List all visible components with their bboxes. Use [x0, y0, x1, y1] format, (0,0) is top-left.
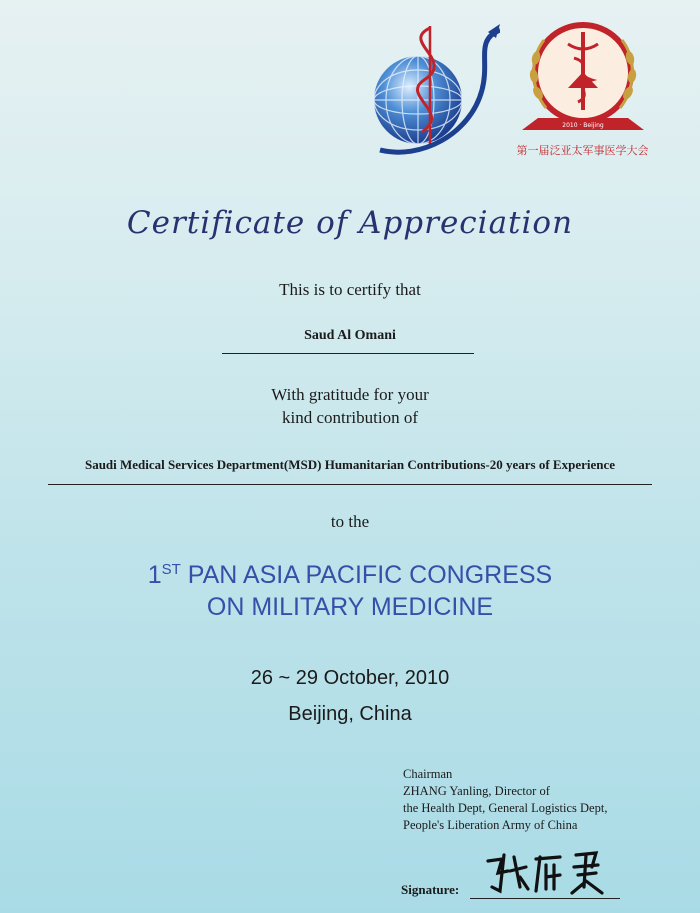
- recipient-name: Saud Al Omani: [304, 328, 396, 343]
- gratitude-line-2: kind contribution of: [282, 408, 418, 427]
- signature-line: [470, 898, 620, 899]
- congress-line-1: [0, 554, 700, 591]
- gratitude-text: [0, 383, 700, 429]
- congress-line-1-text: PAN ASIA PACIFIC CONGRESS: [180, 561, 553, 589]
- signatory-title: Chairman: [403, 767, 453, 781]
- signatory-block: [403, 766, 607, 834]
- event-dates: 26 ~ 29 October, 2010: [250, 667, 450, 689]
- congress-line-2: ON MILITARY MEDICINE: [206, 593, 494, 621]
- signatory-line-1: ZHANG Yanling, Director of: [403, 784, 550, 798]
- certify-line: This is to certify that: [279, 280, 421, 299]
- congress-seal-logo: [508, 18, 658, 143]
- contribution-underline: [48, 484, 652, 485]
- to-the-line: to the: [330, 512, 370, 531]
- gratitude-line-1: With gratitude for your: [271, 385, 429, 404]
- signature-label: Signature:: [401, 882, 460, 897]
- handwritten-signature: [480, 847, 610, 897]
- congress-ordinal-suffix: ST: [161, 561, 181, 578]
- signatory-line-2: the Health Dept, General Logistics Dept,: [403, 801, 608, 815]
- seal-caption: 第一届泛亚太军事医学大会: [516, 145, 649, 157]
- congress-name: [0, 554, 700, 623]
- certificate-title: Certificate of Appreciation: [126, 205, 574, 241]
- contribution-description: Saudi Medical Services Department(MSD) Humanitarian Contributions-20 years of Experience: [84, 457, 616, 472]
- seal-ribbon-text: 2010 · Beijing: [562, 122, 604, 129]
- congress-ordinal-number: 1: [147, 561, 162, 589]
- congress-globe-logo: [360, 20, 500, 160]
- signatory-line-3: People's Liberation Army of China: [403, 818, 578, 832]
- recipient-underline: [222, 353, 474, 354]
- event-location: Beijing, China: [288, 703, 412, 725]
